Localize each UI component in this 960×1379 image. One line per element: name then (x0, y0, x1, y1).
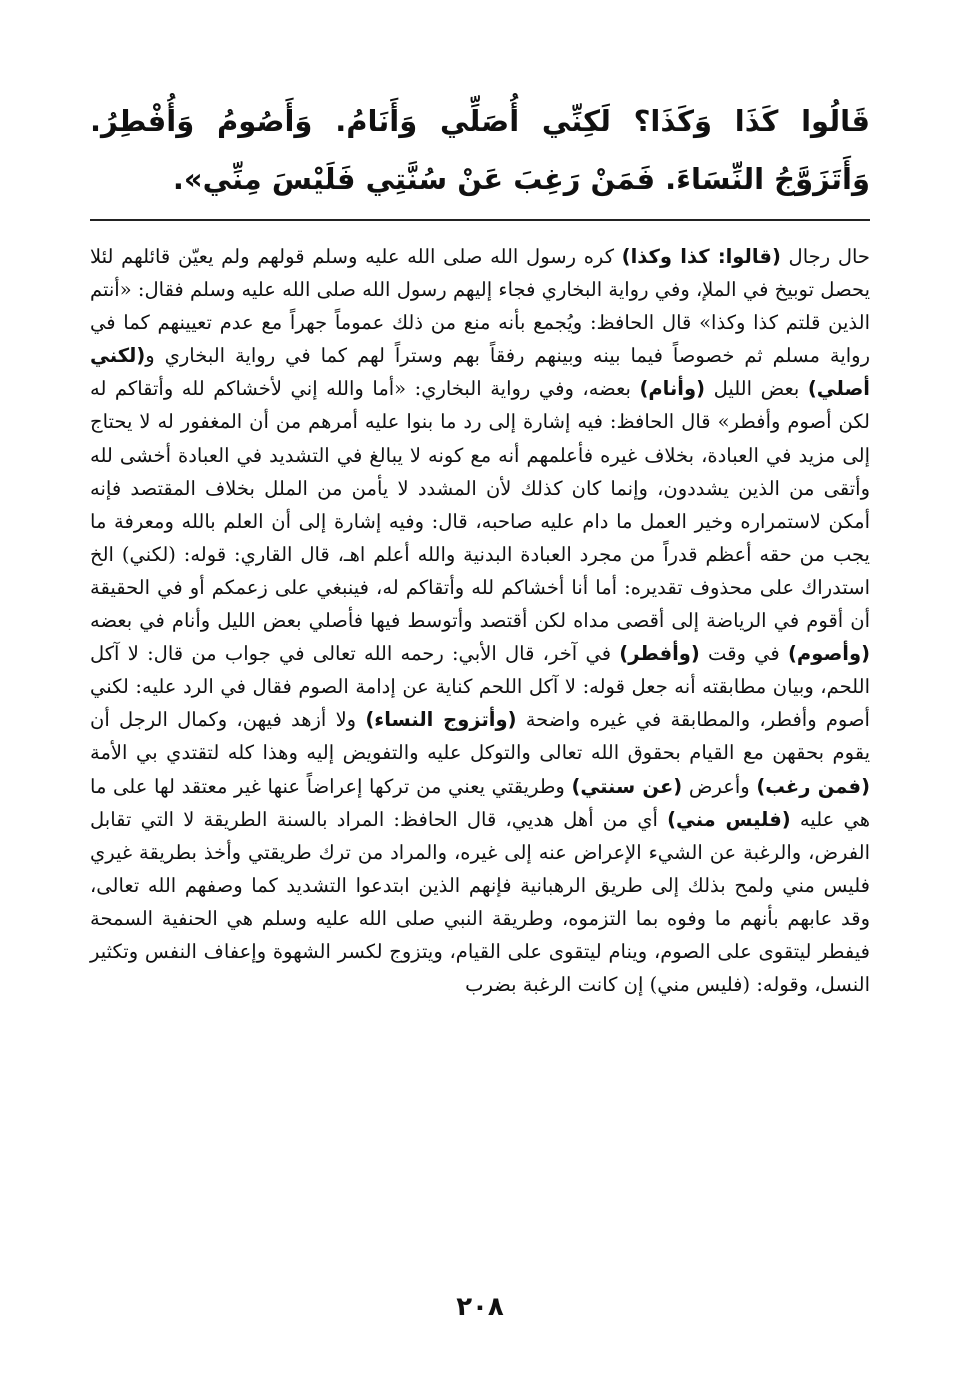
quoted-phrase: (قالوا: كذا وكذا) (621, 245, 781, 268)
commentary-text: وأعرض (682, 774, 757, 798)
separator-line (90, 219, 870, 221)
commentary-text: أي من أهل هديي، قال الحافظ: المراد بالسنة الطريقة لا التي تقابل الفرض، والرغبة عن الشيء الإعراض عنه إلى غيره، والمراد من ترك طريقتي وأخذ بطريقة غيري فليس مني ولمح بذلك إلى طريق الرهبانية فإنهم الذين ابتدعوا التشديد كما وصفهم الله تعالى، وقد عابهم بأنهم ما وفوه بما التزموه، وطريقة النبي صلى الله عليه وسلم هي الحنفية السمحة فيفطر ليتقوى على الصوم، وينام ليتقوى على القيام، ويتزوج لكسر الشهوة وإعفاف النفس وتكثير النسل، وقوله: (فليس مني) إن كانت الرغبة بضرب (90, 807, 870, 997)
commentary-text: بعضه، وفي رواية البخاري: «أما والله إني لأخشاكم لله وأتقاكم له لكن أصوم وأفطر» قال الحافظ: فيه إشارة إلى رد ما بنوا عليه أمرهم من أن المغفور له لا يحتاج إلى مزيد في العبادة، بخلاف غيره فأعلمهم أنه مع كونه لا يبالغ في التشديد في العبادة أخشى لله وأتقى من الذين يشددون، وإنما كان كذلك لأن المشدد لا يأمن من الملل بخلاف المقتصد فإنه أمكن لاستمراره وخير العمل ما دام عليه صاحبه، قال: وفيه إشارة إلى أن العلم بالله ومعرفة ما يجب من حقه أعظم قدراً من مجرد العبادة البدنية والله أعلم اهـ، قال القاري: قوله: (لكني) الخ استدراك على محذوف تقديره: أما أنا أخشاكم لله وأتقاكم له، فينبغي على زعمكم أو في الحقيقة أن أقوم في الرياضة إلى أقصى مداه لكن أقتصد وأتوسط فيها فأصلي بعض الليل وأنام في بعضه (90, 377, 870, 633)
commentary-block (90, 240, 870, 1001)
quoted-phrase: (عن سنتي) (571, 774, 683, 798)
quoted-phrase: (لكني أصلي) (90, 344, 870, 401)
commentary-paragraph (90, 240, 870, 1001)
quoted-phrase: (وأفطر) (619, 642, 700, 666)
commentary-text: وطريقتي يعني من تركها إعراضاً عنها غير معتقد لها على ما هي عليه (90, 774, 870, 831)
quoted-phrase: (فليس مني) (667, 807, 791, 831)
quoted-phrase: (وأصوم) (788, 642, 871, 666)
commentary-text: بعض الليل (705, 377, 808, 401)
quoted-phrase: (فمن رغب) (756, 774, 870, 798)
commentary-text: ولا أزهد فيهن، وكمال الرجل أن يقوم بحقهن مع القيام بحقوق الله تعالى والتوكل عليه والتفويض إليه وهذا كله لتقتدي بي الأمة (90, 708, 870, 765)
hadith-text: قَالُوا كَذَا وَكَذَا؟ لَكِنِّي أُصَلِّي وَأَنَامُ. وَأَصُومُ وَأُفْطِرُ. وَأَتَزَوَّجُ النِّسَاءَ. فَمَنْ رَغِبَ عَنْ سُنَّتِي فَلَيْسَ مِنِّي». (90, 104, 870, 196)
commentary-text: حال رجال (780, 245, 870, 268)
commentary-text: كره رسول الله صلى الله عليه وسلم قولهم ولم يعيّن قائلهم لئلا يحصل توبيخ في الملإ، وفي رواية البخاري فجاء إليهم رسول الله صلى الله عليه وسلم فقال: «أنتم الذين قلتم كذا وكذا» قال الحافظ: ويُجمع بأنه منع من ذلك عموماً جهراً مع عدم تعيينهم كما في رواية مسلم ثم خصوصاً فيما بينه وبينهم رفقاً بهم وستراً لهم كما في رواية البخاري و (90, 245, 870, 368)
quoted-phrase: (وأنام) (639, 377, 706, 401)
quoted-phrase: (وأتزوج النساء) (365, 708, 517, 732)
page-number: ٢٠٨ (456, 1292, 504, 1322)
commentary-text: في وقت (699, 642, 789, 666)
commentary-text: في آخر، قال الأبي: رحمه الله تعالى في جواب من قال: لا آكل اللحم، وبيان مطابقته أنه جعل قوله: لا آكل اللحم كناية عن إدامة الصوم فقال في الرد عليه: لكني أصوم وأفطر، والمطابقة في غيره واضحة (90, 642, 870, 732)
